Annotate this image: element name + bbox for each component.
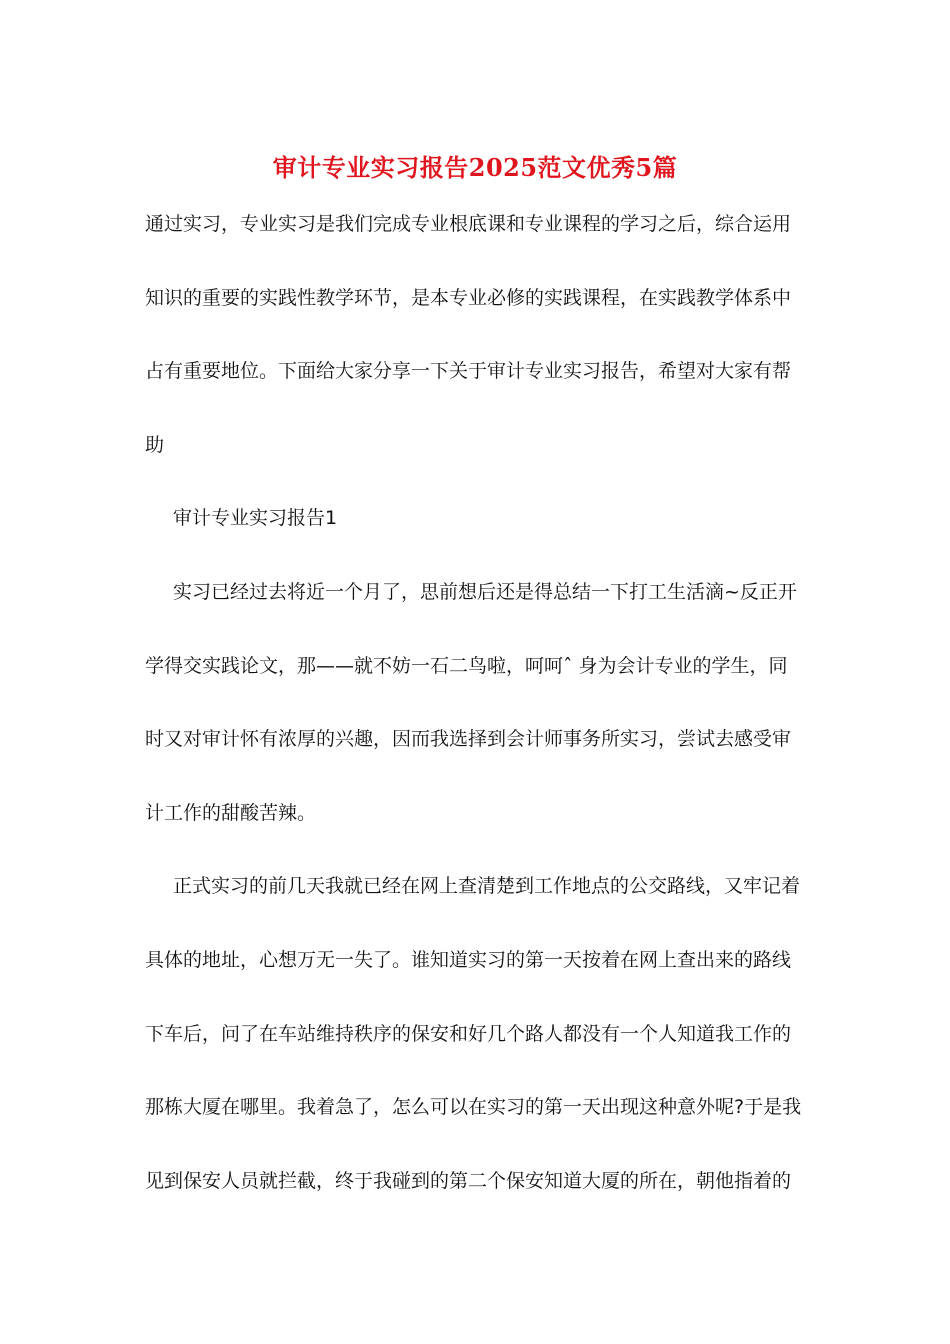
paragraph-line: 见到保安人员就拦截，终于我碰到的第二个保安知道大厦的所在，朝他指着的 xyxy=(145,1169,792,1192)
paragraph-line: 通过实习，专业实习是我们完成专业根底课和专业课程的学习之后，综合运用 xyxy=(145,213,792,235)
paragraph-line: 学得交实践论文，那——就不妨一石二鸟啦，呵呵ˆ 身为会计专业的学生，同 xyxy=(145,654,788,677)
paragraph-line: 正式实习的前几天我就已经在网上查清楚到工作地点的公交路线，又牢记着 xyxy=(173,875,801,898)
paragraph-line: 占有重要地位。下面给大家分享一下关于审计专业实习报告，希望对大家有帮 xyxy=(145,360,792,383)
paragraph-line: 助 xyxy=(145,433,165,456)
section-heading: 审计专业实习报告1 xyxy=(173,507,338,530)
paragraph-line: 计工作的甜酸苦辣。 xyxy=(145,801,317,824)
paragraph-line: 具体的地址，心想万无一失了。谁知道实习的第一天按着在网上查出来的路线 xyxy=(145,948,792,971)
document-body xyxy=(145,204,810,1234)
paragraph-line: 那栋大厦在哪里。我着急了，怎么可以在实习的第一天出现这种意外呢?于是我 xyxy=(145,1096,802,1119)
document-title: 审计专业实习报告2025范文优秀5篇 xyxy=(272,153,678,182)
paragraph-line: 时又对审计怀有浓厚的兴趣，因而我选择到会计师事务所实习，尝试去感受审 xyxy=(145,728,792,751)
paragraph-line: 下车后，问了在车站维持秩序的保安和好几个路人都没有一个人知道我工作的 xyxy=(145,1022,792,1045)
paragraph-line: 知识的重要的实践性教学环节，是本专业必修的实践课程，在实践教学体系中 xyxy=(145,286,792,309)
paragraph-line: 实习已经过去将近一个月了，思前想后还是得总结一下打工生活滴~反正开 xyxy=(173,580,797,603)
